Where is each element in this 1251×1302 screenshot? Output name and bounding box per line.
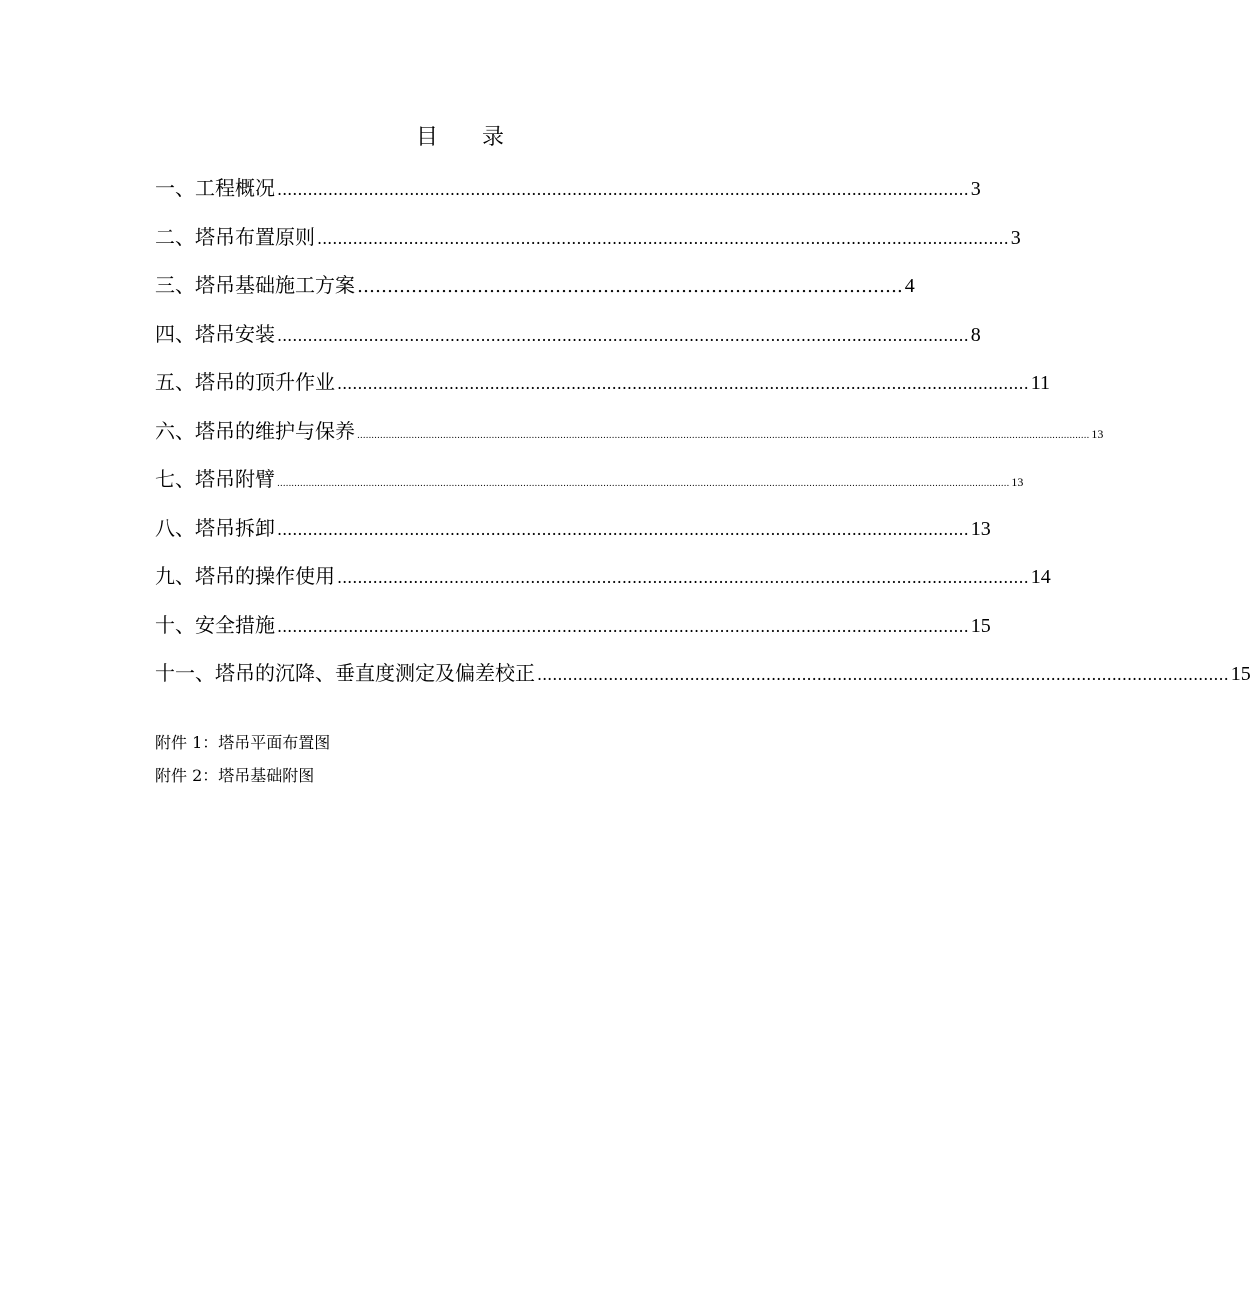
toc-title-char-1: 目 — [415, 125, 438, 150]
toc-entry-page: 3 — [970, 178, 981, 200]
toc-title-char-2: 录 — [482, 125, 505, 150]
toc-dot-leader: ................................................................................................................................................................................................................................................................ — [357, 430, 1090, 441]
toc-entry-label: 五、塔吊的顶升作业 — [155, 370, 335, 394]
toc-entry-label: 二、塔吊布置原则 — [155, 224, 315, 249]
toc-entry[interactable] — [155, 657, 1251, 706]
toc-dot-leader: ........................................................................................................................................ — [277, 325, 969, 345]
toc-title — [0, 120, 920, 151]
toc-dot-leader: ………………………………………………………………………………. — [357, 276, 903, 297]
toc-entry[interactable] — [155, 172, 981, 221]
toc-entry[interactable] — [155, 560, 1051, 609]
toc-dot-leader: ........................................................................................................................................ — [337, 374, 1029, 393]
toc-dot-leader: ........................................................................................................................................ — [537, 665, 1229, 684]
toc-entry-page: 4 — [904, 275, 915, 297]
toc-entry[interactable] — [155, 609, 991, 658]
toc-list — [155, 172, 1251, 706]
toc-entry-page: 13 — [1011, 475, 1024, 489]
toc-entry[interactable] — [155, 463, 1024, 512]
toc-entry-label: 十、安全措施 — [155, 612, 275, 637]
toc-entry[interactable] — [155, 415, 1104, 464]
toc-entry-page: 13 — [970, 517, 991, 540]
toc-entry-label: 三、塔吊基础施工方案 — [155, 273, 355, 297]
toc-entry-page: 11 — [1030, 372, 1050, 394]
toc-entry[interactable] — [155, 269, 915, 318]
attachments-list — [155, 730, 555, 796]
toc-entry-label: 八、塔吊拆卸 — [155, 515, 275, 540]
toc-entry-page: 3 — [1010, 226, 1021, 249]
toc-entry-label: 四、塔吊安装 — [155, 321, 275, 346]
attachment-item: 附件 2：塔吊基础附图 — [155, 766, 315, 785]
attachment-item: 附件 1：塔吊平面布置图 — [155, 733, 331, 752]
toc-entry-page: 15 — [970, 614, 991, 637]
toc-dot-leader: ................................................................................................................................................................................................................................................................ — [277, 479, 1010, 489]
toc-dot-leader: ........................................................................................................................................ — [317, 228, 1009, 248]
toc-dot-leader: ........................................................................................................................................ — [277, 180, 969, 199]
toc-entry-label: 七、塔吊附臂 — [155, 467, 275, 491]
toc-dot-leader: ........................................................................................................................................ — [277, 616, 969, 636]
toc-dot-leader: ........................................................................................................................................ — [277, 519, 969, 539]
toc-entry[interactable] — [155, 512, 991, 561]
toc-dot-leader: ........................................................................................................................................ — [337, 568, 1029, 587]
toc-entry[interactable] — [155, 221, 1021, 270]
toc-entry-label: 一、工程概况 — [155, 176, 275, 200]
toc-entry[interactable] — [155, 366, 1050, 415]
toc-entry-page: 14 — [1030, 566, 1051, 588]
toc-entry-label: 十一、塔吊的沉降、垂直度测定及偏差校正 — [155, 661, 535, 685]
toc-entry-label: 九、塔吊的操作使用 — [155, 564, 335, 588]
toc-entry-page: 8 — [970, 323, 981, 346]
toc-entry[interactable] — [155, 318, 981, 367]
toc-entry-page: 13 — [1091, 426, 1104, 441]
toc-entry-page: 15 — [1230, 663, 1251, 685]
toc-entry-label: 六、塔吊的维护与保养 — [155, 418, 355, 443]
